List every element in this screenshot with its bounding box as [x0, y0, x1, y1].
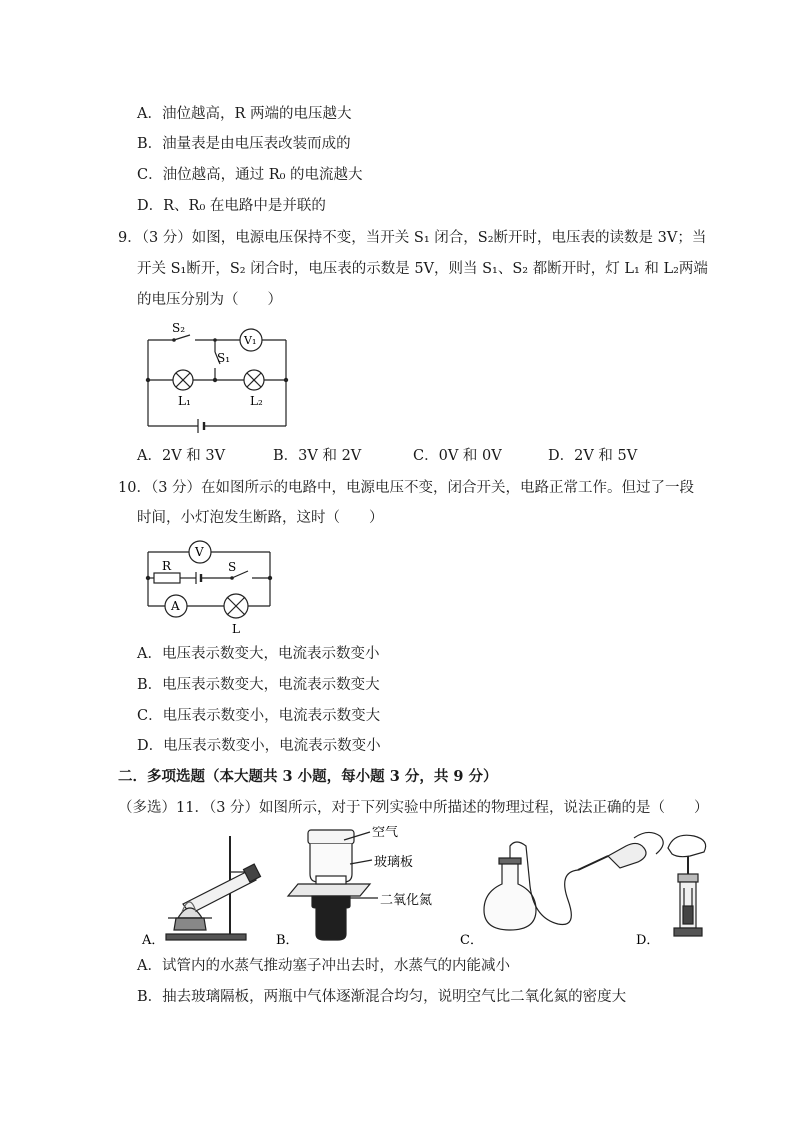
q9-option-a: A．2V 和 3V [137, 448, 226, 464]
q8-option-d: D．R、R₀ 在电路中是并联的 [137, 198, 326, 214]
q11-figure-d-label: D． [636, 933, 660, 948]
q10-option-d: D．电压表示数变小，电流表示数变小 [137, 738, 381, 754]
q11-label-glass: 玻璃板 [374, 855, 414, 870]
q10-label-l: L [232, 622, 240, 636]
q11-label-no2: 二氧化氮 [380, 893, 433, 908]
q9-label-l2: L₂ [250, 394, 263, 408]
q9-option-c: C．0V 和 0V [413, 448, 502, 464]
q11-option-a: A．试管内的水蒸气推动塞子冲出去时，水蒸气的内能减小 [137, 958, 510, 974]
q8-option-b: B．油量表是由电压表改装而成的 [137, 136, 351, 152]
q10-label-v: V [195, 545, 204, 559]
q8-option-c: C．油位越高，通过 R₀ 的电流越大 [137, 167, 363, 183]
q10-option-c: C．电压表示数变小，电流表示数变大 [137, 708, 381, 724]
q11-figure-c-label: C． [460, 933, 483, 948]
q11-figure-c [484, 832, 663, 930]
q9-circuit-diagram [140, 318, 300, 440]
q11-figure-b-label: B． [276, 933, 299, 948]
q9-label-s1: S₁ [217, 351, 231, 365]
q9-option-b: B．3V 和 2V [273, 448, 362, 464]
q10-stem-line-2: 时间，小灯泡发生断路，这时（ ） [137, 510, 384, 526]
q10-label-r: R [162, 559, 172, 573]
q11-stem: （多选）11．（3 分）如图所示，对于下列实验中所描述的物理过程，说法正确的是（ ） [118, 800, 709, 816]
q10-label-a: A [171, 599, 180, 613]
q10-label-s: S [228, 560, 237, 574]
q10-stem-line-1: 10．（3 分）在如图所示的电路中，电源电压不变，闭合开关，电路正常工作。但过了一段 [118, 480, 695, 496]
q11-figure-d [668, 835, 706, 936]
q11-figure-a-label: A． [142, 933, 165, 948]
q9-stem-line-1: 9．（3 分）如图，电源电压保持不变，当开关 S₁ 闭合，S₂断开时，电压表的读数是 3V；当 [118, 230, 707, 246]
q9-label-s2: S₂ [172, 321, 186, 335]
q9-stem-line-3: 的电压分别为（ ） [137, 292, 282, 308]
section-2-heading: 二．多项选题（本大题共 3 小题，每小题 3 分，共 9 分） [118, 768, 498, 785]
q10-circuit-diagram [140, 538, 280, 638]
q10-option-a: A．电压表示数变大，电流表示数变小 [137, 646, 380, 662]
q11-option-b: B．抽去玻璃隔板，两瓶中气体逐渐混合均匀，说明空气比二氧化氮的密度大 [137, 989, 627, 1005]
q11-label-air: 空气 [372, 826, 399, 840]
q8-option-a: A．油位越高，R 两端的电压越大 [137, 106, 352, 122]
q9-label-v1: V₁ [244, 334, 257, 347]
q9-stem-line-2: 开关 S₁断开，S₂ 闭合时，电压表的示数是 5V，则当 S₁、S₂ 都断开时，灯 L₁ 和 L₂两端 [137, 261, 708, 277]
q10-option-b: B．电压表示数变大，电流表示数变大 [137, 677, 380, 693]
q11-figure-a [166, 836, 261, 940]
q9-option-d: D．2V 和 5V [548, 448, 638, 464]
q11-figure-b [288, 830, 378, 940]
q9-label-l1: L₁ [178, 394, 191, 408]
q11-experiment-figures [138, 826, 718, 950]
